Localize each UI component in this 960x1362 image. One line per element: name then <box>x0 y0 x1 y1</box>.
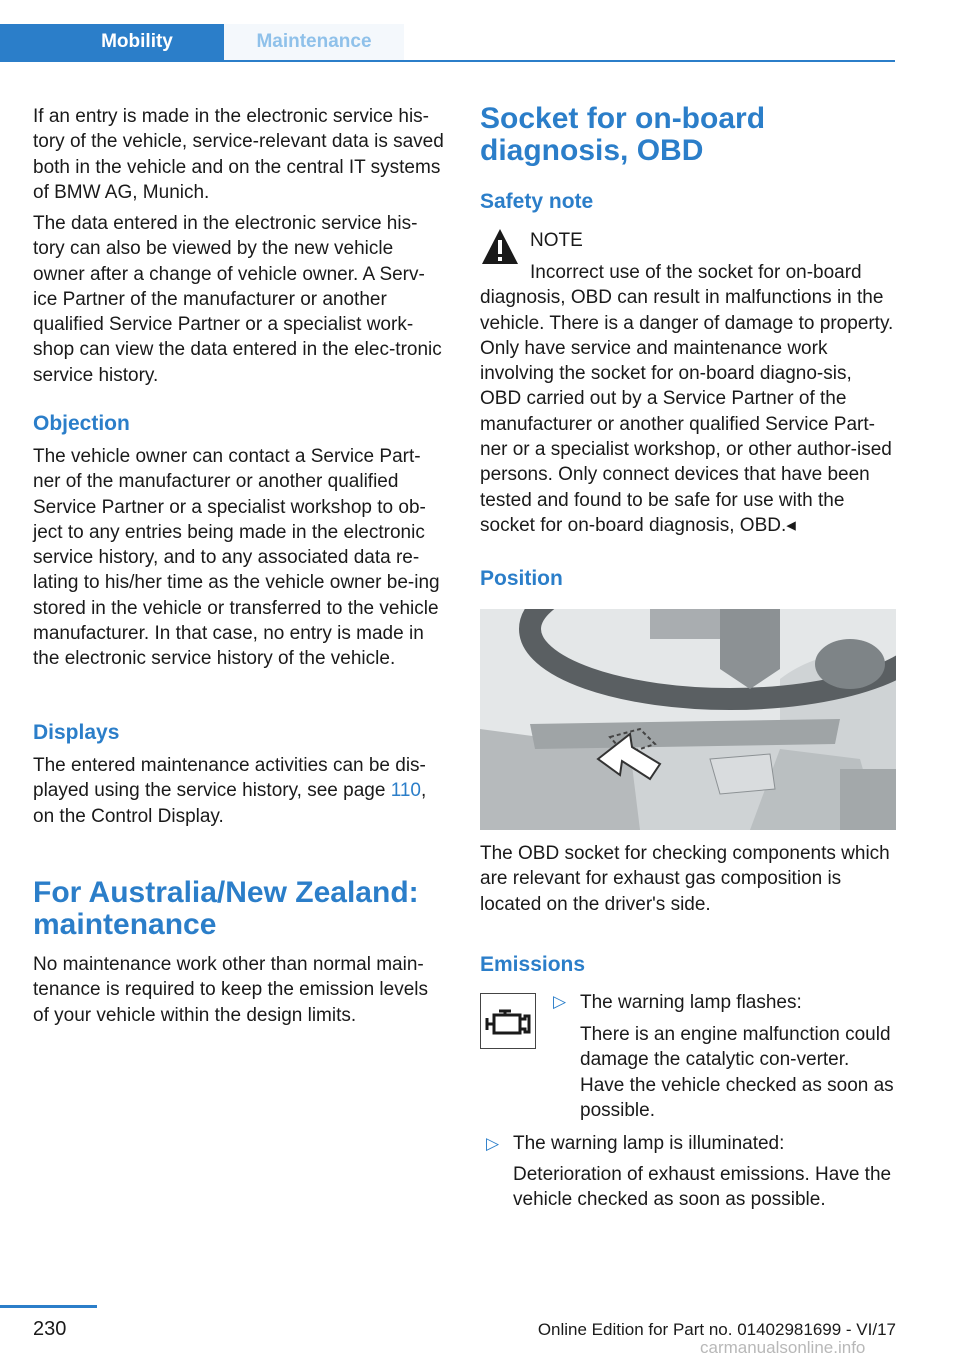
objection-text: The vehicle owner can contact a Service Part-ner of the manufacturer or another qualified Service Partner or a specialist workshop to ob-ject to any entries being made in the electronic service history, and to any associated data re-lating to his/her time as the vehicle owner be-ing stored in the vehicle or transferred to the vehicle manufacturer. In that case, no entry is made in the electronic service history of the vehicle. <box>33 446 440 670</box>
bullet2-text: Deterioration of exhaust emissions. Have the vehicle checked as soon as possible. <box>513 1164 892 1211</box>
emissions-heading: Emissions <box>480 953 586 976</box>
displays-heading: Displays <box>33 721 120 744</box>
watermark: carmanualsonline.info <box>700 1338 866 1357</box>
displays-text-before: The entered maintenance activities can be dis-played using the service history, see page <box>33 755 426 802</box>
note-text: Incorrect use of the socket for on-board diagnosis, OBD can result in malfunctions in the vehicle. There is a danger of damage to property. Only have service and maintenance work involving the socket for on-board diagno-sis, OBD carried out by a Service Partner of the manufacturer or another qualified Service Part-ner or a specialist workshop, or other author-ised persons. Only connect devices that have been tested and found to be safe for use with the socket for on-board diagnosis, OBD.◂ <box>480 262 894 536</box>
position-heading: Position <box>480 567 563 590</box>
footer-rule <box>0 1305 97 1308</box>
note-label: NOTE <box>530 230 583 251</box>
objection-heading: Objection <box>33 412 130 435</box>
obd-socket-heading: Socket for on-board diagnosis, OBD <box>480 102 766 167</box>
australia-maintenance-heading: For Australia/New Zealand: maintenance <box>33 876 419 941</box>
bullet-marker-icon: ▷ <box>553 992 567 1011</box>
bullet1-text: There is an engine malfunction could damage the catalytic con-verter. Have the vehicle checked as soon as possible. <box>580 1024 894 1121</box>
displays-text <box>33 753 448 829</box>
engine-warning-lamp-icon <box>480 993 536 1049</box>
tab-maintenance[interactable]: Maintenance <box>224 24 404 60</box>
bullet1-title: The warning lamp flashes: <box>580 992 802 1013</box>
edition-info: Online Edition for Part no. 01402981699 - VI/17 <box>537 1320 896 1339</box>
service-history-paragraph-1: If an entry is made in the electronic service his-tory of the vehicle, service-relevant data is saved both in the vehicle and on the central IT systems of BMW AG, Munich. <box>33 106 444 203</box>
obd-position-image <box>480 609 896 830</box>
displays-text-after: , on the Control Display. <box>33 780 427 827</box>
service-history-paragraph-2: The data entered in the electronic service his-tory can also be viewed by the new vehicle owner after a change of vehicle owner. A Serv-ice Partner of the manufacturer or another qualified Service Partner or a specialist work-shop can view the data entered in the elec-tronic service history. <box>33 213 442 386</box>
safety-note-heading: Safety note <box>480 190 594 213</box>
header-tabbar <box>0 24 895 62</box>
page-110-link[interactable]: 110 <box>390 780 421 802</box>
page-number: 230 <box>33 1318 67 1340</box>
position-caption: The OBD socket for checking components which are relevant for exhaust gas composition is located on the driver's side. <box>480 843 890 915</box>
tab-mobility[interactable]: Mobility <box>0 24 224 60</box>
bullet2-title: The warning lamp is illuminated: <box>513 1133 785 1154</box>
australia-maintenance-text: No maintenance work other than normal main-tenance is required to keep the emission levels of your vehicle within the design limits. <box>33 954 429 1026</box>
bullet-marker-icon: ▷ <box>486 1134 500 1153</box>
